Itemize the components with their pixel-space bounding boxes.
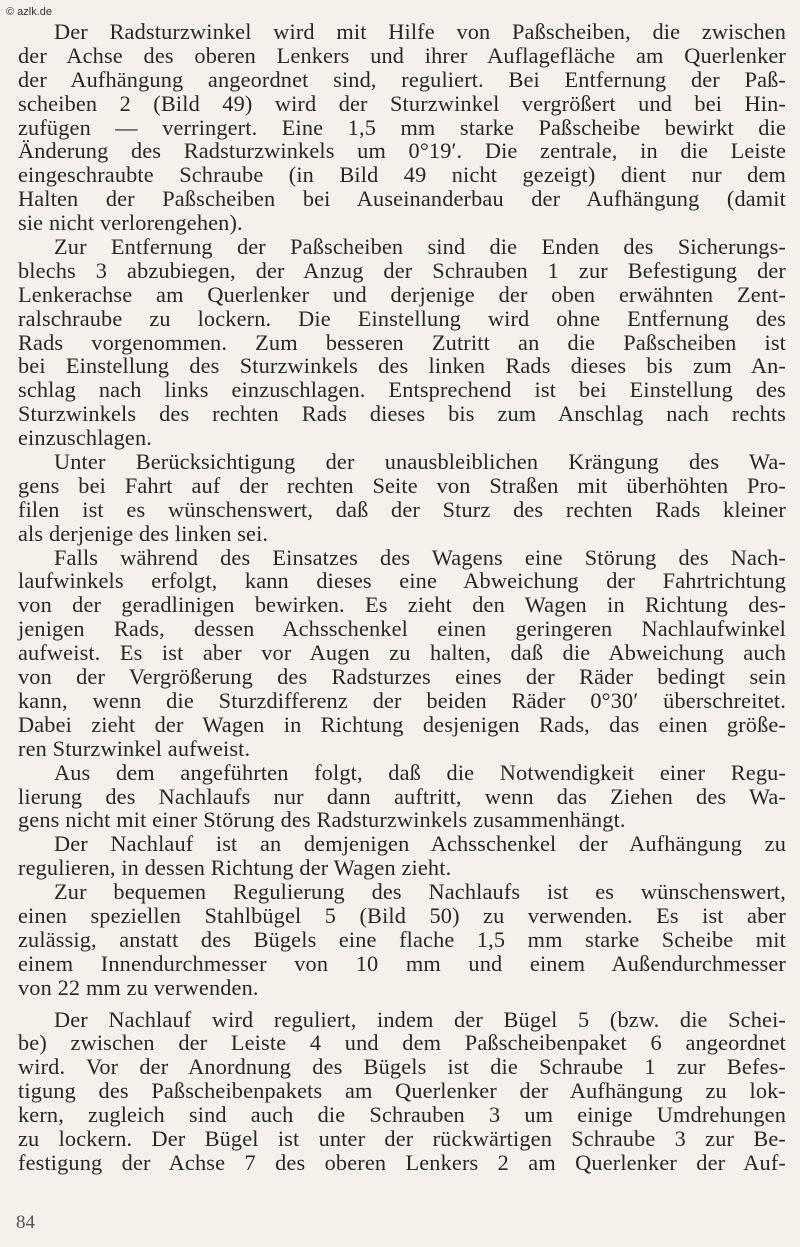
text-line: schlag nach links einzuschlagen. Entsprechend ist bei Einstellung des bbox=[18, 377, 786, 403]
paragraph-0 bbox=[18, 20, 786, 235]
paragraph-3 bbox=[18, 546, 786, 761]
paragraph-7 bbox=[18, 1008, 786, 1175]
text-line: eingeschraubte Schraube (in Bild 49 nicht gezeigt) dient nur dem bbox=[18, 162, 786, 188]
text-line: einen speziellen Stahlbügel 5 (Bild 50) zu verwenden. Es ist aber bbox=[18, 902, 786, 928]
text-line: Der Nachlauf ist an demjenigen Achsschenkel der Aufhängung zu bbox=[54, 831, 786, 857]
text-line: tigung des Paßscheibenpakets am Querlenker der Aufhängung zu lok- bbox=[18, 1078, 786, 1104]
text-line: Halten der Paßscheiben bei Auseinanderbau der Aufhängung (damit bbox=[18, 186, 786, 212]
text-line: der Achse des oberen Lenkers und ihrer Auflagefläche am Querlenker bbox=[18, 42, 786, 68]
text-line: einem Innendurchmesser von 10 mm und einem Außendurchmesser bbox=[18, 950, 786, 976]
text-line: ren Sturzwinkel aufweist. bbox=[18, 735, 251, 761]
text-line: Änderung des Radsturzwinkels um 0°19′. Die zentrale, in die Leiste bbox=[18, 138, 786, 164]
text-line: be) zwischen der Leiste 4 und dem Paßscheibenpaket 6 angeordnet bbox=[18, 1030, 786, 1056]
text-line: von der Vergrößerung des Radsturzes eines der Räder bedingt sein bbox=[18, 664, 786, 690]
text-line: Zur Entfernung der Paßscheiben sind die Enden des Sicherungs- bbox=[54, 234, 786, 260]
text-line: der Aufhängung angeordnet sind, reguliert. Bei Entfernung der Paß- bbox=[18, 66, 786, 92]
text-line: regulieren, in dessen Richtung der Wagen zieht. bbox=[18, 855, 452, 881]
text-line: jenigen Rads, dessen Achsschenkel einen geringeren Nachlaufwinkel bbox=[18, 616, 786, 642]
text-line: Zur bequemen Regulierung des Nachlaufs ist es wünschenswert, bbox=[54, 879, 786, 905]
text-line: von der geradlinigen bewirken. Es zieht den Wagen in Richtung des- bbox=[18, 592, 786, 618]
paragraph-2 bbox=[18, 450, 786, 546]
text-line: kern, zugleich sind auch die Schrauben 3 um einige Umdrehungen bbox=[18, 1102, 786, 1128]
text-line: Lenkerachse am Querlenker und derjenige der oben erwähnten Zent- bbox=[18, 281, 786, 307]
text-line: Falls während des Einsatzes des Wagens eine Störung des Nach- bbox=[54, 544, 786, 570]
text-line: zufügen — verringert. Eine 1,5 mm starke Paßscheibe bewirkt die bbox=[18, 114, 786, 140]
text-line: Rads vorgenommen. Zum besseren Zutritt an die Paßscheiben ist bbox=[18, 329, 786, 355]
text-line: filen ist es wünschenswert, daß der Sturz des rechten Rads kleiner bbox=[18, 496, 786, 522]
text-line: Unter Berücksichtigung der unausbleiblichen Krängung des Wa- bbox=[54, 449, 786, 475]
text-line: Der Nachlauf wird reguliert, indem der Bügel 5 (bzw. die Schei- bbox=[54, 1006, 786, 1032]
text-line: von 22 mm zu verwenden. bbox=[18, 974, 259, 1000]
text-line: ralschraube zu lockern. Die Einstellung wird ohne Entfernung des bbox=[18, 305, 786, 331]
text-line: lierung des Nachlaufs nur dann auftritt, wenn das Ziehen des Wa- bbox=[18, 783, 786, 809]
text-line: kann, wenn die Sturzdifferenz der beiden Räder 0°30′ überschreitet. bbox=[18, 687, 786, 713]
text-line: einzuschlagen. bbox=[18, 425, 152, 451]
text-line: aufweist. Es ist aber vor Augen zu halten, daß die Abweichung auch bbox=[18, 640, 786, 666]
text-line: festigung der Achse 7 des oberen Lenkers 2 am Querlenker der Auf- bbox=[18, 1149, 786, 1175]
text-line: scheiben 2 (Bild 49) wird der Sturzwinkel vergrößert und bei Hin- bbox=[18, 90, 786, 116]
watermark: © azlk.de bbox=[6, 6, 53, 18]
text-line: als derjenige des linken sei. bbox=[18, 520, 269, 546]
text-line: Sturzwinkels des rechten Rads dieses bis zum Anschlag nach rechts bbox=[18, 401, 786, 427]
text-line: blechs 3 abzubiegen, der Anzug der Schrauben 1 zur Befestigung der bbox=[18, 257, 786, 283]
text-line: zu lockern. Der Bügel ist unter der rückwärtigen Schraube 3 zur Be- bbox=[18, 1125, 786, 1151]
text-line: bei Einstellung des Sturzwinkels des linken Rads dieses bis zum An- bbox=[18, 353, 786, 379]
text-line: gens nicht mit einer Störung des Radsturzwinkels zusammenhängt. bbox=[18, 807, 626, 833]
text-line: wird. Vor der Anordnung des Bügels ist die Schraube 1 zur Befes- bbox=[18, 1054, 786, 1080]
paragraph-5 bbox=[18, 832, 786, 880]
paragraph-1 bbox=[18, 235, 786, 450]
paragraph-4 bbox=[18, 761, 786, 833]
text-line: zulässig, anstatt des Bügels eine flache 1,5 mm starke Scheibe mit bbox=[18, 926, 786, 952]
text-line: laufwinkels erfolgt, kann dieses eine Abweichung der Fahrtrichtung bbox=[18, 568, 786, 594]
text-line: Aus dem angeführten folgt, daß die Notwendigkeit einer Regu- bbox=[54, 759, 786, 785]
paragraph-6 bbox=[18, 880, 786, 999]
page-number: 84 bbox=[16, 1212, 35, 1233]
document-page bbox=[18, 20, 786, 1175]
text-line: sie nicht verlorengehen). bbox=[18, 210, 243, 236]
text-line: Dabei zieht der Wagen in Richtung desjenigen Rads, das einen größe- bbox=[18, 711, 786, 737]
text-line: gens bei Fahrt auf der rechten Seite von Straßen mit überhöhten Pro- bbox=[18, 472, 786, 498]
text-line: Der Radsturzwinkel wird mit Hilfe von Paßscheiben, die zwischen bbox=[54, 19, 786, 44]
